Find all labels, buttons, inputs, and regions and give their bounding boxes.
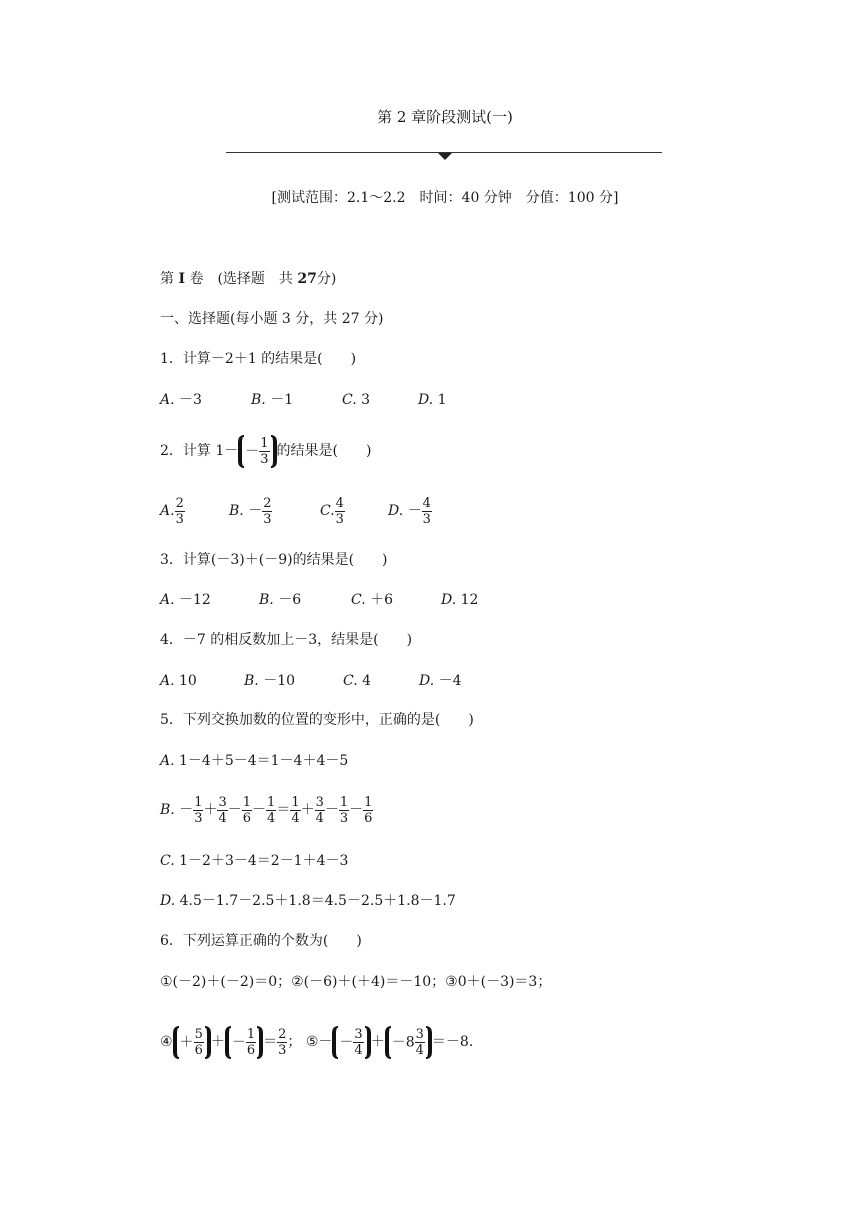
question-4-stem: 4．－7 的相反数加上－3，结果是( )	[160, 632, 413, 648]
fraction: $\frac{2}{3}$	[175, 495, 184, 527]
question-4-option-d: D. －4	[419, 673, 462, 689]
question-3-option-a: A. －12	[160, 592, 211, 608]
fraction: $\frac{1}{3}$	[339, 794, 349, 826]
bracket-expression: ＋ $\frac{5}{6}$	[173, 1027, 211, 1058]
fraction: $\frac{1}{4}$	[291, 794, 300, 826]
fraction: $\frac{4}{3}$	[335, 495, 344, 527]
bracket-expression: － $\frac{1}{6}$	[225, 1027, 263, 1058]
question-4-option-c: C. 4	[343, 673, 372, 689]
question-3-option-c: C. ＋6	[351, 592, 394, 608]
question-1-option-a: A. －3	[160, 392, 202, 408]
bracket-expression: －8 $\frac{3}{4}$	[385, 1027, 432, 1058]
question-1-option-d: D. 1	[418, 392, 447, 408]
question-1-option-c: C. 3	[342, 392, 371, 408]
section-title: 第 Ⅰ 卷 (选择题 共 27分)	[160, 271, 337, 287]
question-2-option-c: C. $\frac{4}{3}$	[320, 495, 344, 527]
fraction: $\frac{1}{3}$	[194, 794, 203, 826]
question-2-option-a: A. $\frac{2}{3}$	[160, 495, 184, 527]
fraction: $\frac{5}{6}$	[194, 1026, 203, 1058]
fraction: $\frac{4}{3}$	[422, 495, 431, 527]
fraction: $\frac{3}{4}$	[415, 1026, 424, 1058]
part-label: 一、选择题(每小题 3 分，共 27 分)	[160, 311, 384, 327]
fraction: $\frac{2}{3}$	[263, 495, 272, 527]
fraction: $\frac{3}{4}$	[218, 794, 227, 826]
question-1-option-b: B. －1	[251, 392, 294, 408]
bracket-expression: － $\frac{1}{3}$	[238, 436, 276, 467]
page-title: 第 2 章阶段测试(一)	[377, 108, 513, 126]
fraction: $\frac{1}{6}$	[364, 794, 373, 826]
question-3-stem: 3．计算(－3)＋(－9)的结果是( )	[160, 552, 388, 568]
fraction: $\frac{3}{4}$	[354, 1026, 363, 1058]
question-3-option-d: D. 12	[441, 592, 479, 608]
question-4-option-b: B. －10	[244, 673, 296, 689]
question-6-statements-line-1: ①(－2)＋(－2)＝0；②(－6)＋(＋4)＝－10；③0＋(－3)＝3；	[160, 974, 552, 990]
question-5-option-a: A. 1－4＋5－4＝1－4＋4－5	[160, 753, 349, 769]
fraction: $\frac{1}{4}$	[267, 794, 276, 826]
question-1-stem: 1．计算－2＋1 的结果是( )	[160, 351, 357, 367]
divider-triangle-icon	[438, 153, 452, 160]
fraction: $\frac{1}{6}$	[242, 794, 252, 826]
question-5-option-b: B. － $\frac{1}{3}$ ＋ $\frac{3}{4}$ － $\frac{1}{6}$ － $\frac{1}{4}$ ＝ $\frac{1}{4}$ ＋ $\frac{3}{4}$ － $\frac{1}{3}$ － $\frac{1}{6}$	[160, 794, 373, 826]
question-2-stem: 2．计算 1－ － $\frac{1}{3}$ 的结果是( )	[160, 435, 372, 467]
question-6-stem: 6．下列运算正确的个数为( )	[160, 933, 362, 949]
question-3-option-b: B. －6	[259, 592, 302, 608]
bracket-expression: － $\frac{3}{4}$	[332, 1027, 370, 1058]
fraction: $\frac{2}{3}$	[278, 1026, 287, 1058]
question-5-option-c: C. 1－2＋3－4＝2－1＋4－3	[160, 853, 349, 869]
fraction: $\frac{1}{3}$	[260, 435, 269, 467]
question-5-stem: 5．下列交换加数的位置的变形中，正确的是( )	[160, 712, 474, 728]
question-4-option-a: A. 10	[160, 673, 197, 689]
question-5-option-d: D. 4.5－1.7－2.5＋1.8＝4.5－2.5＋1.8－1.7	[160, 893, 456, 909]
question-6-statements-line-2: ④ ＋ $\frac{5}{6}$ ＋ － $\frac{1}{6}$ ＝ $\frac{2}{3}$ ； ⑤－ － $\frac{3}{4}$ ＋ －8 $\frac{3}{4}$ ＝－8.	[160, 1026, 474, 1058]
question-2-option-d: D. － $\frac{4}{3}$	[388, 495, 431, 527]
test-scope: [测试范围：2.1～2.2 时间：40 分钟 分值：100 分]	[271, 190, 619, 206]
question-2-option-b: B. － $\frac{2}{3}$	[229, 495, 272, 527]
fraction: $\frac{3}{4}$	[315, 794, 324, 826]
fraction: $\frac{1}{6}$	[246, 1026, 256, 1058]
